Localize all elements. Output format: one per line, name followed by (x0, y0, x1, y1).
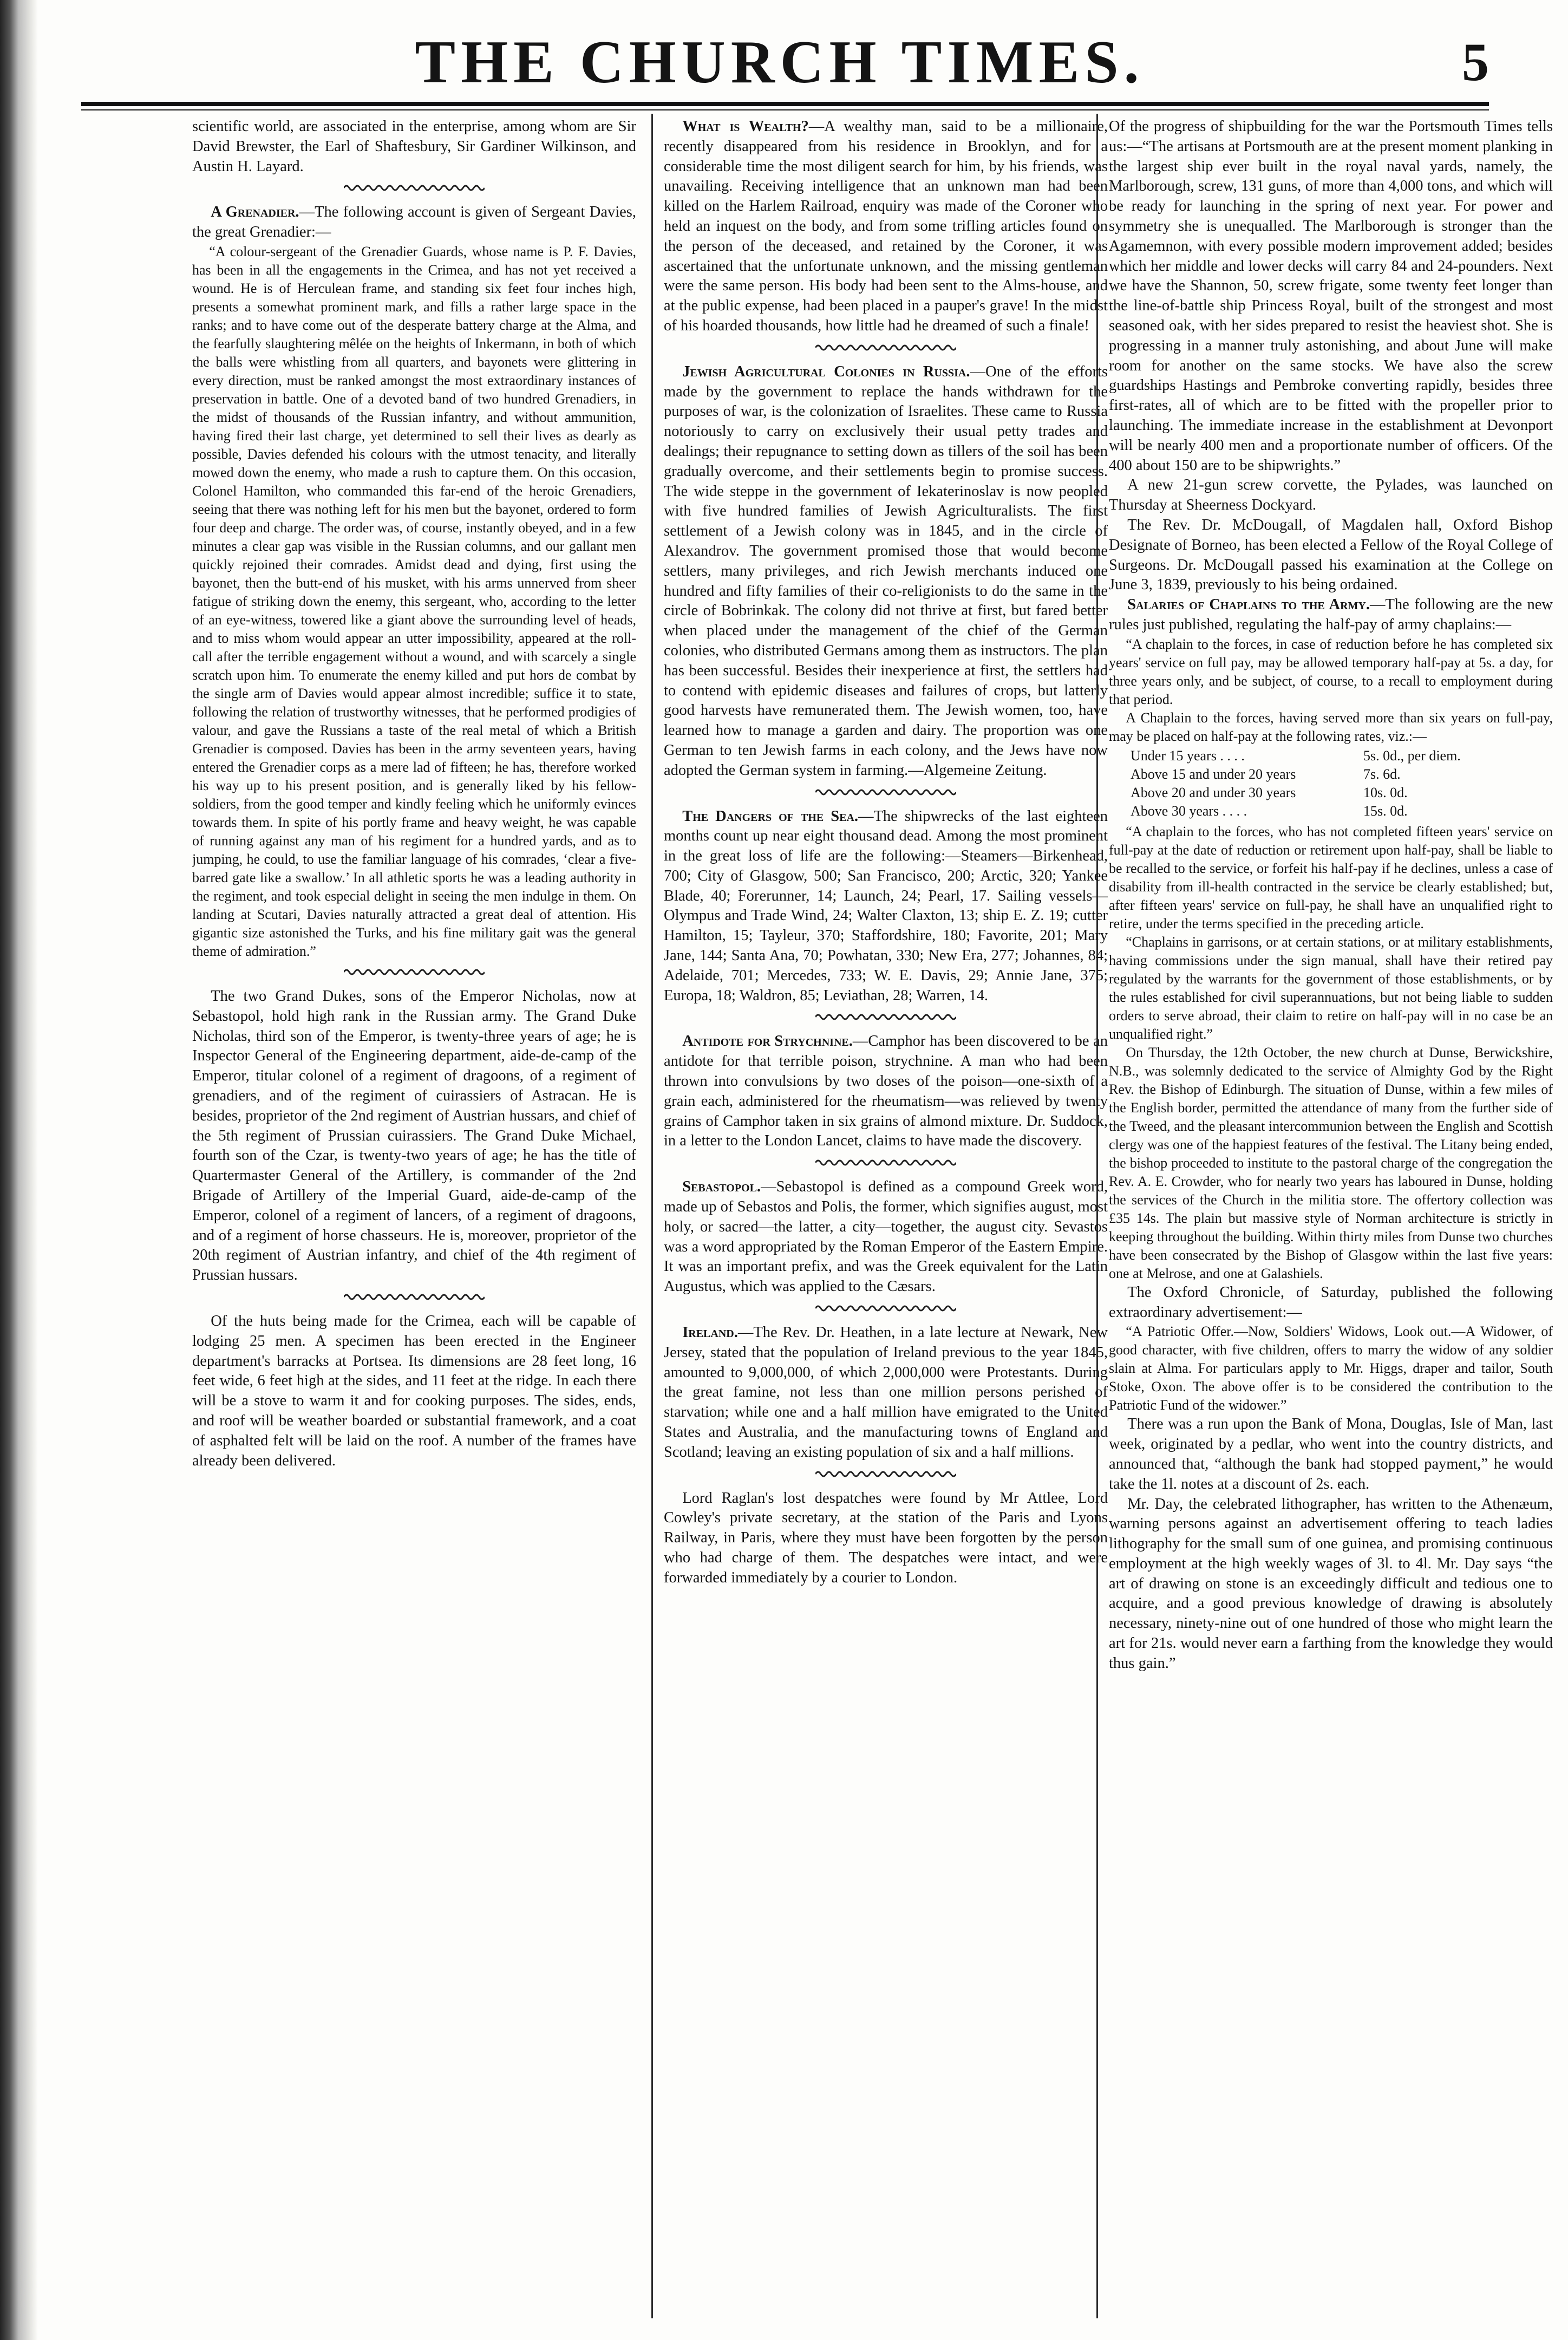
rate-label: Above 15 and under 20 years (1131, 766, 1296, 782)
article-heading: A Grenadier. (211, 204, 299, 221)
column-3 (1109, 117, 1553, 2321)
article-heading: Jewish Agricultural Colonies in Russia. (682, 363, 970, 380)
binding-edge (0, 0, 38, 2340)
column-2 (664, 117, 1108, 2321)
article-text: “Chaplains in garrisons, or at certain stations, or at military establishments, having commissions under the sign manual, shall have their retired pay regulated by the warrants for the government of those establishments, or by the rules established for civil superannuations, but not being liable to sudden orders to serve abroad, their claim to retire on half-pay will in no case be an unqualified right.” (1109, 934, 1553, 1042)
article-paragraph (1109, 595, 1553, 635)
article-paragraph (664, 1177, 1108, 1297)
rate-value: 15s. 0d. (1363, 803, 1408, 819)
article-paragraph (664, 117, 1108, 336)
section-separator (192, 964, 636, 983)
article-paragraph (1109, 1495, 1553, 1674)
article-text: Of the huts being made for the Crimea, each will be capable of lodging 25 men. A specimen has been erected in the Engineer department's barracks at Portsea. Its dimensions are 28 feet long, 16 feet wide, 6 feet high at the sides, and 11 feet at the ridge. In each there will be a stove to warm it and for cooking purposes. The sides, ends, and roof will be weather boarded or substantial framework, and a coat of asphalted felt will be laid on the roof. A number of the frames have already been delivered. (192, 1312, 636, 1469)
article-heading: Antidote for Strychnine. (682, 1033, 853, 1050)
article-text: A new 21-gun screw corvette, the Pylades, was launched on Thursday at Sheerness Dockyard. (1109, 477, 1553, 514)
article-paragraph (664, 1323, 1108, 1463)
article-paragraph (192, 203, 636, 243)
article-paragraph (664, 1032, 1108, 1151)
section-separator (664, 1009, 1108, 1028)
article-text: —One of the efforts made by the government to replace the hands withdrawn for the purposes of war, is the colonization of Israelites. These came to Russia notoriously to carry on exclusively their usual petty trades and dealings; their repugnance to setting down as tillers of the soil has been gradually overcome, and their settlements begin to promise success. The wide steppe in the government of Iekaterinoslav is now peopled with five hundred families of Jewish Agriculturalists. The first settlement of a Jewish colony was in 1845, and in the circle of Alexandrov. The government promised those that would become settlers, many privileges, and rich Jewish merchants induced one hundred and fifty families of their co-religionists to do the same in the circle of Bobrinkak. The colony did not thrive at first, but fared better when placed under the management of the chief of the German colonies, who distributed Germans among them as instructors. The plan has been successful. Besides their inexperience at first, the settlers had to contend with epidemic diseases and failures of crops, but latterly good harvests have remunerated them. The Jewish women, too, have learned how to manage a garden and dairy. The proportion was one German to ten Jewish farms in each colony, and the Jews have now adopted the German system in farming.—Algemeine Zeitung. (664, 363, 1108, 779)
masthead-rule (81, 102, 1489, 106)
article-text: —Camphor has been discovered to be an antidote for that terrible poison, strychnine. A man who had been thrown into convulsions by two doses of the poison—one-sixth of a grain each, administered for the rheumatism—was relieved by twenty grains of Camphor taken in six grains of almond mixture. Dr. Suddock, in a letter to the London Lancet, claims to have made the discovery. (664, 1033, 1108, 1150)
article-text: Of the progress of shipbuilding for the war the Portsmouth Times tells us:—“The artisans at Portsmouth are at the present moment planking in the largest ship ever built in the royal naval yards, namely, the Marlborough, screw, 131 guns, of more than 4,000 tons, and which will be ready for launching in the spring of next year. For power and symmetry she is unequalled. The Marlborough is stronger than the Agamemnon, with every possible modern improvement added; besides which her middle and lower decks will carry 84 and 24-pounders. Next we have the Shannon, 50, screw frigate, some twenty feet longer than the line-of-battle ship Princess Royal, built of the strongest and most seasoned oak, with her sides prepared to resist the heaviest shot. She is progressing in a manner truly astonishing, and about June will make room for another on the same stocks. We have also the screw guardships Hastings and Pembroke converting rapidly, besides three first-rates, all of which are to be fitted with the propeller prior to launching. The immediate increase in the establishment at Devonport will be nearly 400 men and a proportionate number of officers. Of the 400 about 150 are to be shipwrights.” (1109, 118, 1553, 474)
article-paragraph (1109, 1044, 1553, 1283)
section-separator (192, 1289, 636, 1308)
article-paragraph (1109, 933, 1553, 1044)
rate-label: Above 20 and under 30 years (1131, 784, 1296, 800)
article-text: There was a run upon the Bank of Mona, Douglas, Isle of Man, last week, originated by a pedlar, who went into the country districts, and announced that, “although the bank had stopped payment,” he would take the 1l. notes at a discount of 2s. each. (1109, 1416, 1553, 1492)
article-text: —The following account is given of Sergeant Davies, the great Grenadier:— (192, 204, 636, 241)
article-paragraph (192, 987, 636, 1286)
article-paragraph (664, 1489, 1108, 1588)
newspaper-title: THE CHURCH TIMES. (415, 29, 1145, 96)
rate-value: 7s. 6d. (1363, 766, 1401, 782)
article-text: The two Grand Dukes, sons of the Emperor Nicholas, now at Sebastopol, hold high rank in the Russian army. The Grand Duke Nicholas, third son of the Emperor, is twenty-three years of age; he is Inspector General of the Engineering department, aide-de-camp of the Emperor, titular colonel of a regiment of dragoons, of a regiment of grenadiers, and of the regiment of cuirassiers of Astracan. He is besides, proprietor of the 2nd regiment of Austrian hussars, and chief of the 5th regiment of Prussian cuirassiers. The Grand Duke Michael, fourth son of the Czar, is twenty-two years of age; he has the title of Quartermaster General of the Artillery, is commander of the 2nd Brigade of Artillery of the Imperial Guard, aide-de-camp of the Emperor, colonel of a regiment of lancers, of a regiment of dragoons, and of a regiment of horse chasseurs. He is, moreover, proprietor of the 20th regiment of Austrian infantry, and chief of the 4th regiment of Prussian hussars. (192, 987, 636, 1284)
table-row (1131, 765, 1553, 784)
article-text: —Sebastopol is defined as a compound Greek word, made up of Sebastos and Polis, the former, which signifies august, most holy, or sacred—the latter, a city—together, the august city. Sevastos was a word appropriated by the Roman Emperor of the Eastern Empire. It was an important prefix, and was the Greek equivalent for the Latin Augustus, which was applied to the Cæsars. (664, 1178, 1108, 1295)
article-paragraph (1109, 1415, 1553, 1494)
article-paragraph (1109, 635, 1553, 709)
rate-label: Under 15 years . . . . (1131, 747, 1245, 764)
article-text: A Chaplain to the forces, having served more than six years on full-pay, may be placed on half-pay at the following rates, viz.:— (1109, 709, 1553, 744)
article-text: The Oxford Chronicle, of Saturday, published the following extraordinary advertisement:— (1109, 1283, 1553, 1321)
table-row (1131, 802, 1553, 820)
article-paragraph (192, 1312, 636, 1471)
page-number: 5 (1462, 32, 1489, 92)
rate-value: 5s. 0d., per diem. (1363, 747, 1461, 764)
article-paragraph (1109, 709, 1553, 746)
article-text: On Thursday, the 12th October, the new church at Dunse, Berwickshire, N.B., was solemnly dedicated to the service of Almighty God by the Right Rev. the Bishop of Edinburgh. The situation of Dunse, within a few miles of the English border, permitted the attendance of many from the further side of the Tweed, and the pleasant intercommunion between the English and Scottish clergy was one of the happiest features of the festival. The Litany being ended, the bishop proceeded to institute to the pastoral charge of the congregation the Rev. A. E. Crowder, who for nearly two years has laboured in Dunse, holding the services of the Church in the militia store. The offertory collection was £35 14s. The plain but massive style of Norman architecture is strictly in keeping throughout the building. Within thirty miles from Dunse two churches have been consecrated by the Bishop of Glasgow within the last five years: one at Melrose, and one at Galashiels. (1109, 1044, 1553, 1281)
article-text: —The following are the new rules just published, regulating the half-pay of army chaplains:— (1109, 596, 1553, 633)
rate-value: 10s. 0d. (1363, 784, 1408, 800)
article-text: —The Rev. Dr. Heathen, in a late lecture at Newark, New Jersey, stated that the population of Ireland previous to the year 1845, amounted to 9,000,000, of which 2,000,000 were Protestants. During the great famine, not less than one million persons perished of starvation; while one and a half million have emigrated to the United States and Australia, and the manufacturing towns of England and Scotland; leaving an existing population of six and a half millions. (664, 1324, 1108, 1461)
article-text: The Rev. Dr. McDougall, of Magdalen hall, Oxford Bishop Designate of Borneo, has been elected a Fellow of the Royal College of Surgeons. Dr. McDougall passed his examination at the College on June 3, 1839, previously to his being ordained. (1109, 516, 1553, 594)
section-separator (664, 1466, 1108, 1485)
article-text: “A chaplain to the forces, who has not completed fifteen years' service on full-pay at the date of reduction or retirement upon half-pay, shall be liable to be recalled to the service, or forfeit his half-pay if he declines, unless a case of disability from ill-health contracted in the service be clearly established; but, after fifteen years' service on full-pay, he shall have an unqualified right to retire, under the terms specified in the preceding article. (1109, 823, 1553, 931)
article-text: scientific world, are associated in the enterprise, among whom are Sir David Brewster, the Earl of Shaftesbury, Sir Gardiner Wilkinson, and Austin H. Layard. (192, 118, 636, 175)
column-divider (651, 114, 653, 2318)
article-paragraph (664, 807, 1108, 1006)
article-heading: Salaries of Chaplains to the Army. (1127, 596, 1370, 614)
article-paragraph (1109, 1322, 1553, 1415)
article-text: Lord Raglan's lost despatches were found by Mr Attlee, Lord Cowley's private secretary, at the station of the Paris and Lyons Railway, in Paris, where they must have been forgotten by the person who had charge of them. The despatches were intact, and were forwarded immediately by a courier to London. (664, 1489, 1108, 1586)
article-heading: The Dangers of the Sea. (682, 807, 859, 825)
column-1 (192, 117, 636, 2321)
masthead-rule-thin (81, 109, 1489, 110)
section-separator (664, 1155, 1108, 1174)
section-separator (664, 340, 1108, 359)
article-text: Mr. Day, the celebrated lithographer, has written to the Athenæum, warning persons against an advertisement offering to teach ladies lithography for the small sum of one guinea, and promising continuous employment at the high weekly wages of 3l. to 4l. Mr. Day says “the art of drawing on stone is an exceedingly difficult and tedious one to acquire, and a good previous knowledge of drawing is absolutely necessary, ninety-nine out of one hundred of those who might learn the art for 21s. would never earn a farthing from the knowledge they would thus gain.” (1109, 1495, 1553, 1672)
article-paragraph (1109, 1283, 1553, 1323)
half-pay-rates-table (1131, 747, 1553, 820)
article-text: —The shipwrecks of the last eighteen months count up near eight thousand dead. Among the most prominent in the great loss of life are the following:—Steamers—Birkenhead, 700; City of Glasgow, 500; San Francisco, 200; Arctic, 320; Yankee Blade, 40; Forerunner, 14; Launch, 24; Pearl, 17. Sailing vessels—Olympus and Trade Wind, 24; Walter Claxton, 13; ship E. Z. 19; cutter Hamilton, 15; Tayleur, 370; Staffordshire, 180; Favorite, 201; Mary Jane, 144; Santa Ana, 70; Powhatan, 330; New Era, 277; Johannes, 84; Adelaide, 701; Mercedes, 733; W. E. Davis, 29; Annie Jane, 375; Europa, 18; Waldron, 85; Leviathan, 28; Warren, 14. (664, 807, 1108, 1004)
article-paragraph (192, 243, 636, 961)
article-heading: Sebastopol. (682, 1178, 761, 1196)
article-heading: What is Wealth? (682, 118, 809, 135)
section-separator (664, 1300, 1108, 1320)
masthead (87, 27, 1489, 97)
section-separator (192, 180, 636, 199)
article-paragraph (1109, 475, 1553, 516)
article-paragraph (1109, 117, 1553, 475)
section-separator (664, 784, 1108, 804)
article-paragraph (1109, 516, 1553, 595)
article-text: “A colour-sergeant of the Grenadier Guards, whose name is P. F. Davies, has been in all the engagements in the Crimea, and has not yet received a wound. He is of Herculean frame, and standing six feet four inches high, presents a somewhat prominent mark, and fills a rather large space in the ranks; and to have come out of the desperate battery charge at the Alma, and the fearfully slaughtering mêlée on the heights of Inkermann, in both of which the balls were whistling from all quarters, and bayonets were glittering in every direction, must be ranked amongst the most extraordinary instances of preservation in battle. One of a devoted band of two hundred Grenadiers, in the midst of thousands of the Russian infantry, and without ammunition, having fired their last charge, yet determined to sell their lives as dearly as possible, Davies defended his colours with the utmost tenacity, and literally mowed down the enemy, who made a rush to capture them. On this occasion, Colonel Hamilton, who commanded this far-end of the heroic Grenadiers, seeing that there was nothing left for his men but the bayonet, ordered to form four deep and charge. The order was, of course, instantly obeyed, and in a few minutes a clear gap was visible in the Russian columns, and our gallant men quickly rejoined their comrades. Amidst dead and dying, first using the bayonet, then the butt-end of his musket, with his arms unnerved from sheer fatigue of striking down the enemy, this sergeant, who, according to the letter of an eye-witness, towered like a giant above the surrounding level of heads, and to miss whom would appear an utter impossibility, appeared at the roll-call after the terrible engagement without a wound, and with scarcely a single scratch upon him. To enumerate the enemy killed and put hors de combat by the single arm of Davies would appear almost incredible; suffice it to state, following the relation of trustworthy witnesses, that he performed prodigies of valour, and gave the Russians a taste of the real metal of which a British Grenadier is composed. Davies has been in the army seventeen years, having entered the Grenadier corps as a mere lad of fifteen; he has, therefore worked his way up to his present position, and is generally liked by his fellow-soldiers, from the good temper and kindly feeling which he uniformly evinces towards them. In spite of his portly frame and heavy weight, he was capable of running against any man of his regiment for a hundred yards, and as to jumping, he could, to use the familiar language of his comrades, ‘clear a five-barred gate like a swallow.’ In all athletic sports he was a leading authority in the regiment, and took especial delight in seeing the men indulge in them. On landing at Scutari, Davies naturally attracted a great deal of attention. His gigantic size astonished the Turks, and his fine military gait was the general theme of admiration.” (192, 243, 636, 959)
article-paragraph (664, 362, 1108, 781)
article-paragraph (1109, 823, 1553, 933)
table-row (1131, 784, 1553, 802)
article-text: “A chaplain to the forces, in case of reduction before he has completed six years' service on full pay, may be allowed temporary half-pay at 5s. a day, for three years only, and be subject, of course, to a recall to employment during that period. (1109, 636, 1553, 707)
article-text: —A wealthy man, said to be a millionaire, recently disappeared from his residence in Brooklyn, and for a considerable time the most diligent search for him, by his friends, was unavailing. Receiving intelligence that an unknown man had been killed on the Harlem Railroad, enquiry was made of the Coroner who held an inquest on the body, and from some trifling articles found on the person of the deceased, and retained by the Coroner, it was ascertained that the unfortunate unknown, and the missing gentleman were the same person. His body had been sent to the Alms-house, and at the public expense, had been placed in a pauper's grave! In the midst of his hoarded thousands, how little had he dreamed of such a finale! (664, 118, 1108, 334)
article-paragraph (192, 117, 636, 177)
article-text: “A Patriotic Offer.—Now, Soldiers' Widows, Look out.—A Widower, of good character, with five children, offers to marry the widow of any soldier slain at Alma. For particulars apply to Mr. Higgs, draper and tailor, South Stoke, Oxon. The above offer is to be considered the contribution to the Patriotic Fund of the widower.” (1109, 1324, 1553, 1413)
rate-label: Above 30 years . . . . (1131, 803, 1247, 819)
article-heading: Ireland. (682, 1324, 738, 1341)
table-row (1131, 747, 1553, 765)
